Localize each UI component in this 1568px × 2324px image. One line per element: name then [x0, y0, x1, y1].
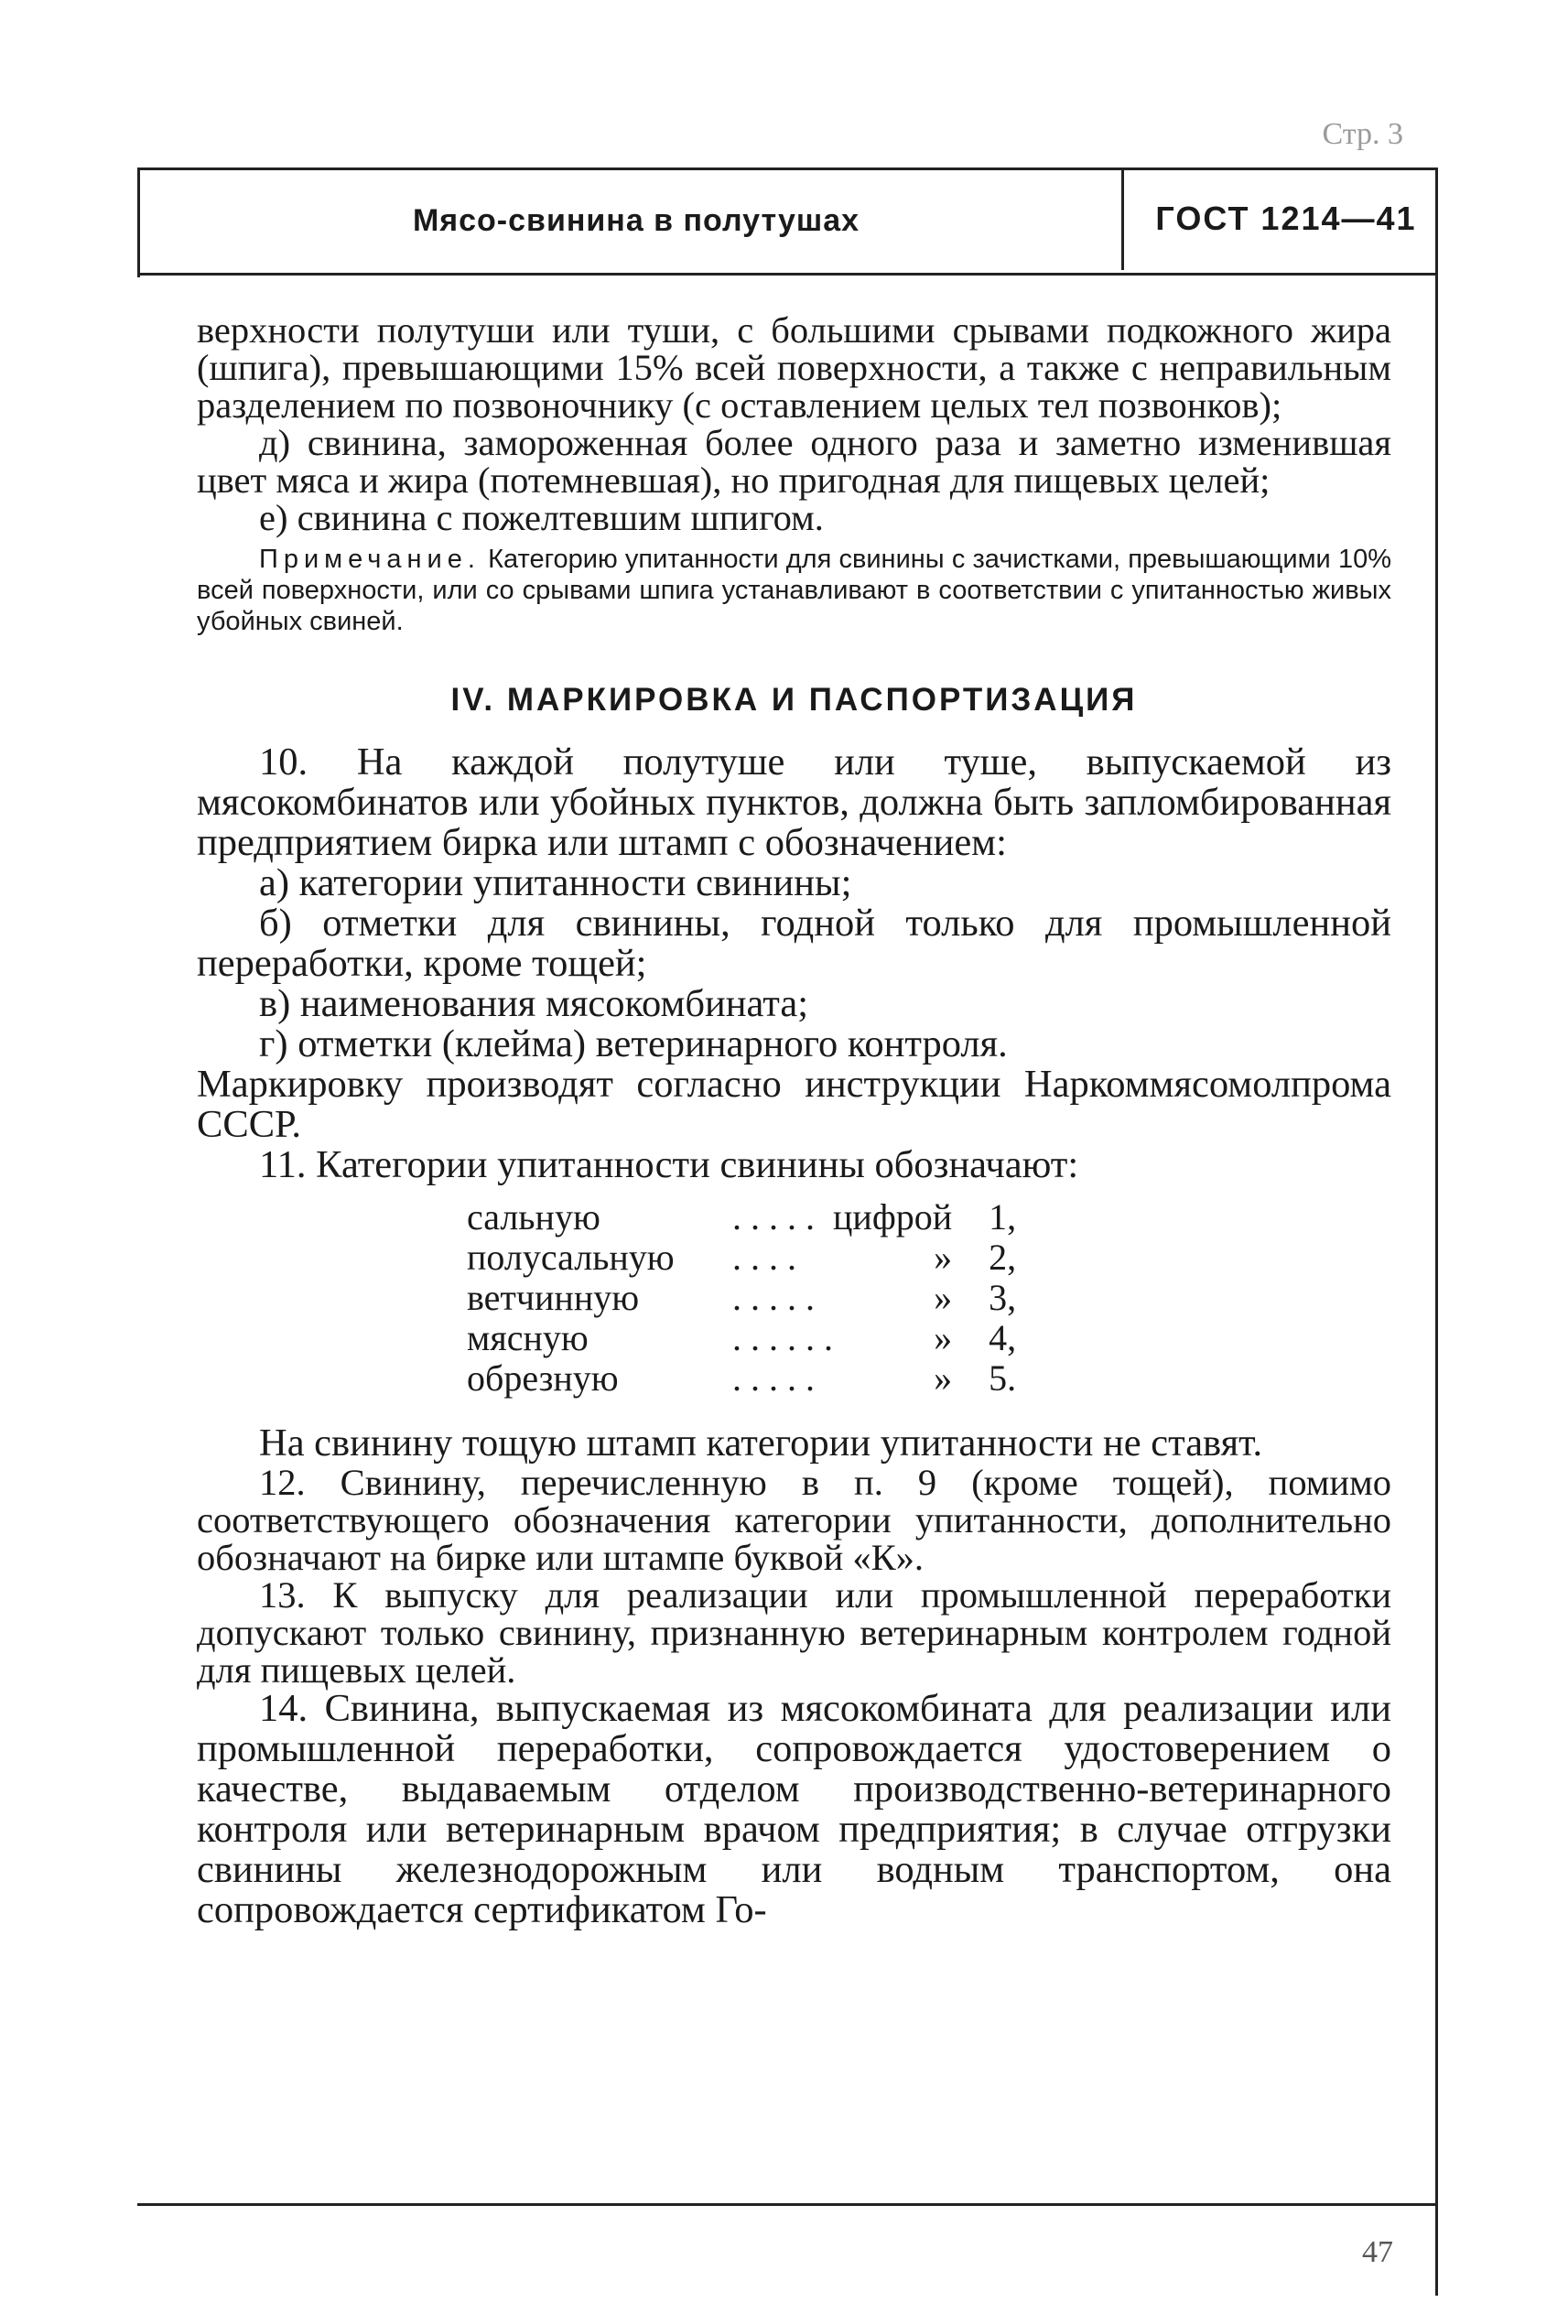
- header-top-rule: [137, 168, 1437, 170]
- category-number: 3,: [989, 1277, 1017, 1318]
- category-mark: »: [934, 1277, 953, 1318]
- section-title: IV. МАРКИРОВКА И ПАСПОРТИЗАЦИЯ: [450, 682, 1138, 718]
- category-dots: . . . . .: [732, 1277, 815, 1318]
- category-number: 1,: [989, 1196, 1017, 1238]
- category-row: [467, 1198, 1016, 1238]
- header-code: ГОСТ 1214—41: [1155, 200, 1417, 237]
- paragraph-14: 14. Свинина, выпускаемая из мясокомбината для реализации или промышленной переработки, сопровождается удостоверением о качестве, выдаваемым отделом производственно-ветеринарного контроля или ветеринарным врачом предприятия; в случае отгрузки свинины железнодорожным или водным транспортом, она сопровождается сертификатом Го-: [197, 1687, 1391, 1931]
- category-table: [467, 1198, 1016, 1400]
- category-mark: »: [934, 1317, 953, 1358]
- category-row: [467, 1319, 1016, 1359]
- page-label: Стр. 3: [1322, 117, 1403, 151]
- paragraph-13: 13. К выпуску для реализации или промышленной переработки допускают только свинину, признанную ветеринарным контролем годной для пищевых целей.: [197, 1574, 1391, 1691]
- paragraph-10b: б) отметки для свинины, годной только для промышленной переработки, кроме тощей;: [197, 902, 1391, 985]
- category-number: 2,: [989, 1237, 1017, 1278]
- page-content: [197, 311, 1391, 1930]
- category-number: 5.: [989, 1357, 1017, 1399]
- category-name: обрезную: [467, 1357, 619, 1399]
- note: [197, 544, 1391, 637]
- category-mark: цифрой: [833, 1196, 953, 1238]
- category-mark: »: [934, 1357, 953, 1399]
- category-dots: . . . . .: [732, 1196, 815, 1238]
- paragraph-continuation: верхности полутуши или туши, с большими срывами подкожного жира (шпига), превышающими 15% всей поверхности, а также с неправильным разделением по позвоночнику (с оставлением целых тел позвонков);: [197, 309, 1391, 426]
- header-right-border: [1435, 168, 1438, 2296]
- page-number: 47: [1362, 2235, 1393, 2269]
- category-name: ветчинную: [467, 1277, 640, 1318]
- header-divider: [1121, 168, 1124, 270]
- paragraph-marking: Маркировку производят согласно инструкции Наркоммясомолпрома СССР.: [197, 1063, 1391, 1146]
- category-dots: . . . . .: [732, 1357, 815, 1399]
- paragraph-item-e: е) свинина с пожелтевшим шпигом.: [259, 497, 824, 538]
- category-name: сальную: [467, 1196, 600, 1238]
- note-heading: Примечание.: [259, 545, 481, 574]
- paragraph-10a: а) категории упитанности свинины;: [259, 861, 852, 904]
- category-row: [467, 1238, 1016, 1279]
- category-number: 4,: [989, 1317, 1017, 1358]
- header-left-border: [137, 168, 140, 277]
- paragraph-lean: На свинину тощую штамп категории упитанности не ставят.: [259, 1421, 1263, 1465]
- note-text: Категорию упитанности для свинины с зачистками, превышающими 10% всей поверхности, или со срывами шпига устанавливают в соответствии с упитанностью живых убойных свиней.: [197, 545, 1391, 636]
- paragraph-10g: г) отметки (клейма) ветеринарного контроля.: [259, 1022, 1008, 1065]
- category-mark: »: [934, 1237, 953, 1278]
- category-dots: . . . . . .: [732, 1317, 833, 1358]
- category-dots: . . . .: [732, 1237, 796, 1278]
- paragraph-12: 12. Свинину, перечисленную в п. 9 (кроме тощей), помимо соответствующего обозначения категории упитанности, дополнительно обозначают на бирке или штампе буквой «К».: [197, 1462, 1391, 1578]
- category-row: [467, 1359, 1016, 1400]
- paragraph-10v: в) наименования мясокомбината;: [259, 982, 809, 1025]
- paragraph-10: 10. На каждой полутуше или туше, выпускаемой из мясокомбинатов или убойных пунктов, должна быть запломбированная предприятием бирка или штамп с обозначением:: [197, 740, 1391, 864]
- footer-rule: [137, 2203, 1437, 2206]
- paragraph-item-d: д) свинина, замороженная более одного раза и заметно изменившая цвет мяса и жира (потемневшая), но пригодная для пищевых целей;: [197, 422, 1391, 501]
- category-name: мясную: [467, 1317, 589, 1358]
- header-bottom-rule: [137, 273, 1437, 276]
- category-name: полусальную: [467, 1237, 675, 1278]
- category-row: [467, 1279, 1016, 1319]
- header-title: Мясо-свинина в полутушах: [412, 203, 860, 238]
- paragraph-11: 11. Категории упитанности свинины обозначают:: [259, 1143, 1079, 1186]
